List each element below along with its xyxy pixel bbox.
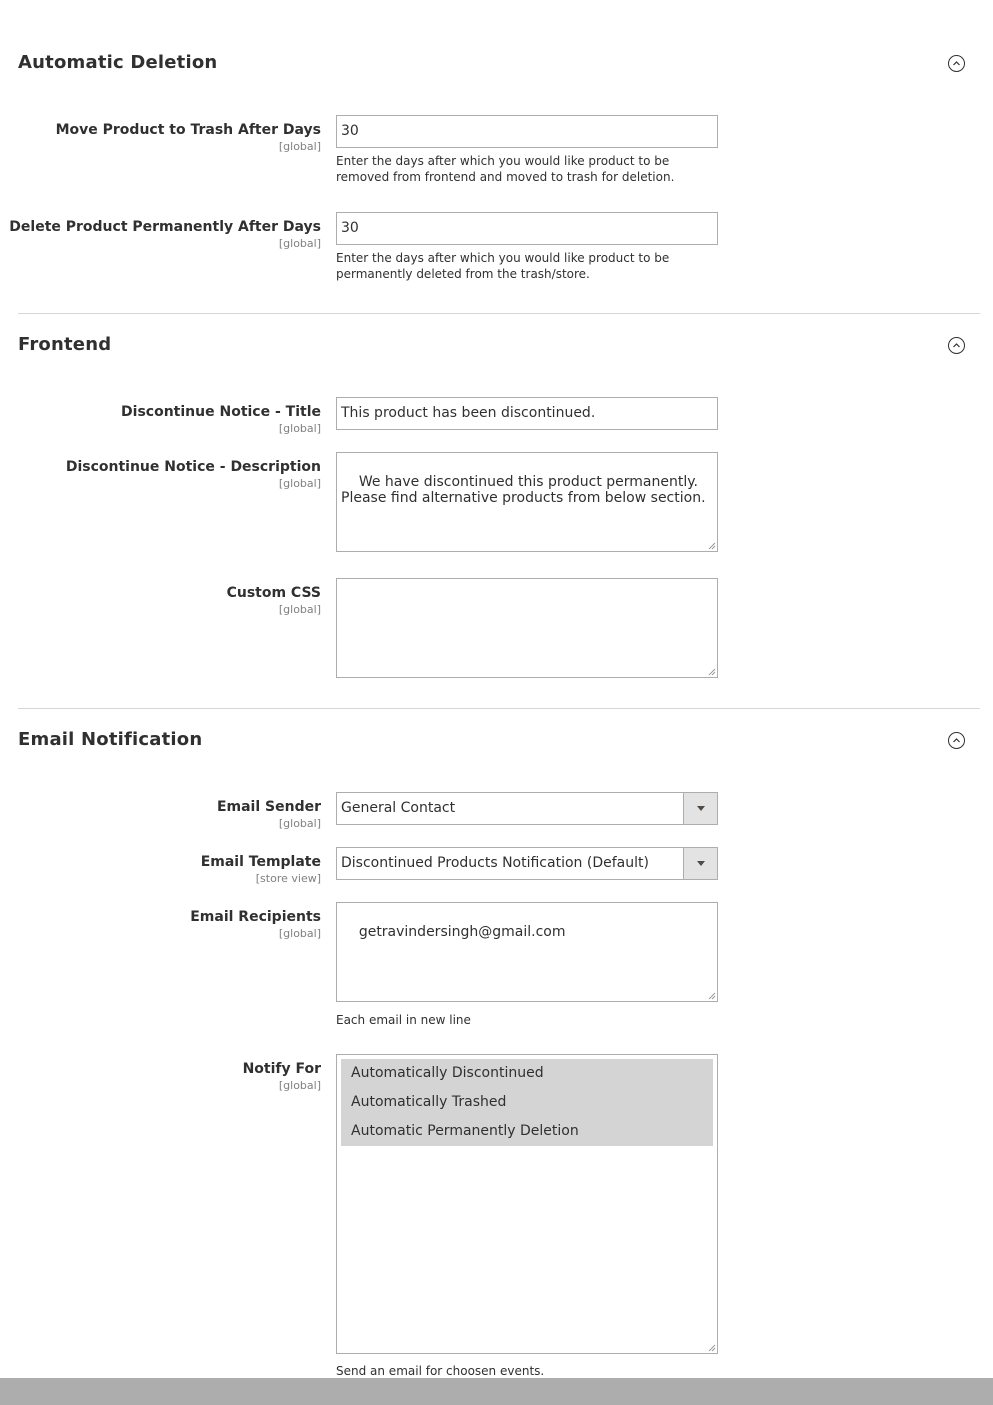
section-divider [18, 708, 980, 709]
custom-css-label: Custom CSS [226, 585, 321, 601]
multiselect-option[interactable]: Automatic Permanently Deletion [341, 1117, 713, 1146]
move-to-trash-input[interactable]: 30 [336, 115, 718, 148]
move-to-trash-note: Enter the days after which you would like product to be removed from frontend and moved to trash for deletion. [336, 154, 675, 184]
resize-handle-icon[interactable] [708, 668, 716, 676]
footer-bar [0, 1378, 993, 1405]
move-to-trash-label: Move Product to Trash After Days [55, 122, 321, 138]
resize-handle-icon[interactable] [708, 1344, 716, 1352]
section-title-frontend[interactable]: Frontend [18, 334, 112, 355]
chevron-down-icon [697, 861, 705, 866]
resize-handle-icon[interactable] [708, 542, 716, 550]
collapse-icon[interactable] [948, 55, 965, 72]
collapse-icon[interactable] [948, 337, 965, 354]
email-recipients-textarea[interactable] [336, 902, 718, 1002]
section-title-automatic-deletion[interactable]: Automatic Deletion [18, 52, 218, 73]
email-sender-value: General Contact [341, 800, 456, 816]
email-template-select[interactable] [336, 847, 718, 880]
notice-title-input[interactable]: This product has been discontinued. [336, 397, 718, 430]
email-recipients-note: Each email in new line [336, 1013, 471, 1027]
move-to-trash-scope: [global] [278, 140, 321, 153]
email-recipients-scope: [global] [278, 927, 321, 940]
resize-handle-icon[interactable] [708, 992, 716, 1000]
email-recipients-text: getravindersingh@gmail.com [358, 924, 566, 940]
notify-for-note: Send an email for choosen events. [336, 1364, 545, 1378]
email-sender-select[interactable] [336, 792, 718, 825]
delete-permanently-scope: [global] [278, 237, 321, 250]
dropdown-button[interactable] [683, 848, 717, 879]
notify-for-label: Notify For [242, 1061, 321, 1077]
collapse-icon[interactable] [948, 732, 965, 749]
notify-for-multiselect[interactable] [336, 1054, 718, 1354]
custom-css-textarea[interactable] [336, 578, 718, 678]
section-title-email-notification[interactable]: Email Notification [18, 729, 203, 750]
email-sender-label: Email Sender [216, 799, 321, 815]
notice-description-textarea[interactable] [336, 452, 718, 552]
notice-title-label: Discontinue Notice - Title [121, 404, 321, 420]
notice-description-text: We have discontinued this product permanently. Please find alternative products from below section. [341, 474, 706, 506]
chevron-down-icon [697, 806, 705, 811]
custom-css-scope: [global] [278, 603, 321, 616]
delete-permanently-input[interactable]: 30 [336, 212, 718, 245]
multiselect-option[interactable]: Automatically Discontinued [341, 1059, 713, 1088]
email-sender-scope: [global] [278, 817, 321, 830]
dropdown-button[interactable] [683, 793, 717, 824]
notify-for-scope: [global] [278, 1079, 321, 1092]
section-divider [18, 313, 980, 314]
notice-title-scope: [global] [278, 422, 321, 435]
email-template-label: Email Template [200, 854, 321, 870]
delete-permanently-label: Delete Product Permanently After Days [9, 219, 321, 235]
multiselect-option[interactable]: Automatically Trashed [341, 1088, 713, 1117]
email-recipients-label: Email Recipients [190, 909, 321, 925]
delete-permanently-note: Enter the days after which you would like product to be permanently deleted from the trash/store. [336, 251, 670, 281]
email-template-scope: [store view] [255, 872, 321, 885]
notice-description-scope: [global] [278, 477, 321, 490]
email-template-value: Discontinued Products Notification (Default) [341, 855, 649, 871]
notice-description-label: Discontinue Notice - Description [65, 459, 321, 475]
